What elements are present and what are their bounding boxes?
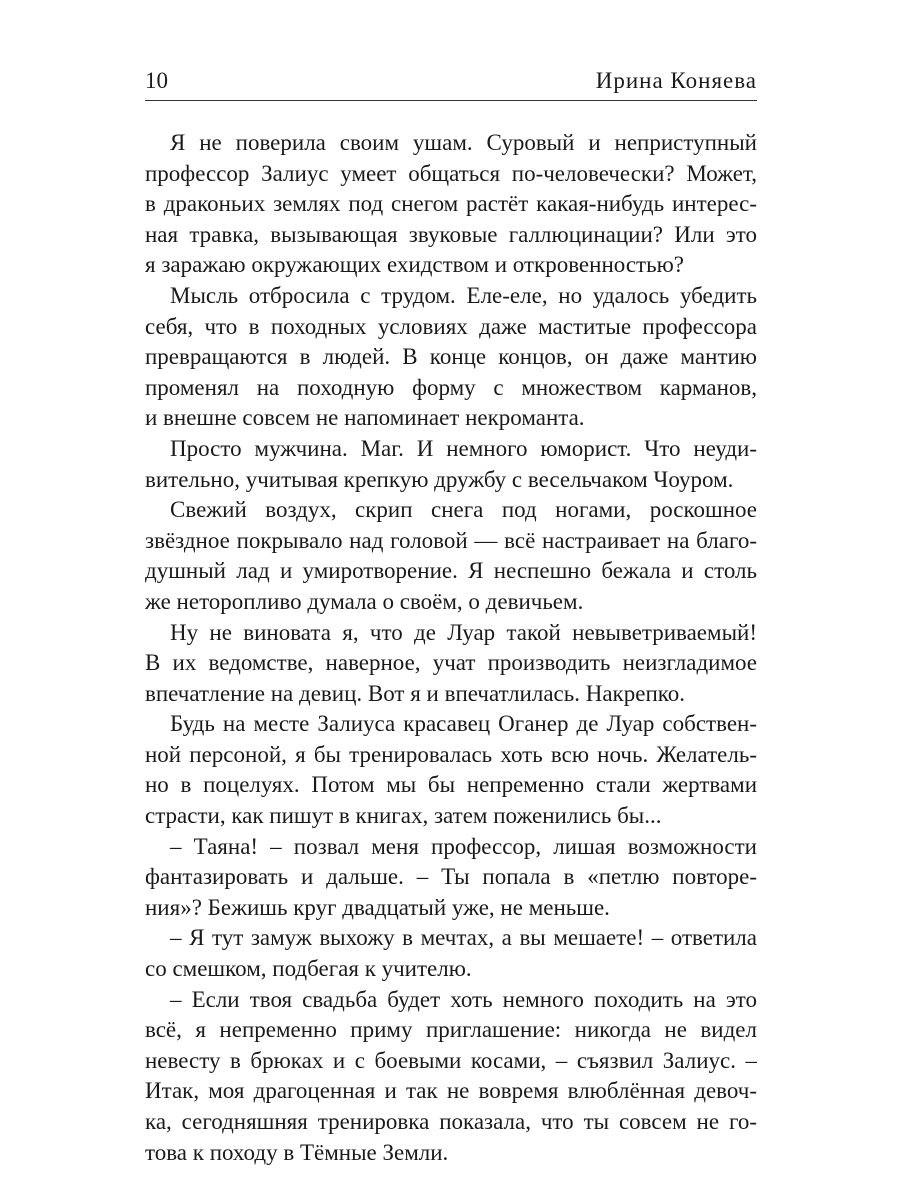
text-line: со смешком, подбегая к учителю.	[145, 956, 472, 982]
text-line: – Если твоя свадьба будет хоть немного походить на это	[170, 986, 757, 1012]
text-line: профессор Залиус умеет общаться по-человечески? Может,	[145, 160, 757, 186]
paragraph	[145, 709, 757, 831]
text-line: ния»? Бежишь круг двадцатый уже, не меньше.	[145, 894, 610, 920]
text-line: и внешне совсем не напоминает некроманта.	[145, 405, 585, 431]
text-line: Просто мужчина. Маг. И немного юморист. Что неуди-	[170, 435, 757, 461]
text-line: страсти, как пишут в книгах, затем поженились бы...	[145, 803, 662, 829]
text-line: превращаются в людей. В конце концов, он даже мантию	[145, 344, 757, 370]
text-line: Итак, моя драгоценная и так не вовремя влюблённая девоч-	[145, 1078, 757, 1104]
paragraph	[145, 495, 757, 617]
text-line: же неторопливо думала о своём, о девичьем.	[145, 588, 584, 614]
text-line: я заражаю окружающих ехидством и откровенностью?	[145, 252, 684, 278]
text-line: ная травка, вызывающая звуковые галлюцинации? Или это	[145, 221, 757, 247]
paragraph	[145, 434, 757, 495]
paragraph	[145, 618, 757, 710]
text-line: Свежий воздух, скрип снега под ногами, роскошное	[170, 497, 757, 523]
text-line: – Таяна! – позвал меня профессор, лишая возможности	[170, 833, 757, 859]
text-line: себя, что в походных условиях даже маститые профессора	[145, 313, 757, 339]
paragraph	[145, 832, 757, 924]
text-line: Мысль отбросила с трудом. Еле-еле, но удалось убедить	[170, 282, 757, 308]
author-name: Ирина Коняева	[595, 68, 757, 93]
text-line: вительно, учитывая крепкую дружбу с весельчаком Чоуром.	[145, 466, 734, 492]
text-line: всё, я непременно приму приглашение: никогда не видел	[145, 1017, 757, 1043]
body-text	[145, 128, 757, 1168]
page-number: 10	[145, 68, 168, 93]
text-line: Ну не виновата я, что де Луар такой невыветриваемый!	[170, 619, 757, 645]
text-line: – Я тут замуж выхожу в мечтах, а вы мешаете! – ответила	[170, 925, 757, 951]
text-line: невесту в брюках и с боевыми косами, – съязвил Залиус. –	[145, 1047, 757, 1073]
paragraph	[145, 923, 757, 984]
text-line: променял на походную форму с множеством карманов,	[145, 374, 757, 400]
text-line: това к походу в Тёмные Земли.	[145, 1139, 449, 1165]
paragraph	[145, 128, 757, 281]
paragraph	[145, 985, 757, 1169]
text-line: ной персоной, я бы тренировалась хоть всю ночь. Желатель-	[145, 741, 757, 767]
text-line: впечатление на девиц. Вот я и впечатлилась. Накрепко.	[145, 680, 686, 706]
text-line: но в поцелуях. Потом мы бы непременно стали жертвами	[145, 772, 757, 798]
text-line: Я не поверила своим ушам. Суровый и неприступный	[170, 130, 757, 155]
text-line: ка, сегодняшняя тренировка показала, что ты совсем не го-	[145, 1109, 757, 1134]
text-line: звёздное покрывало над головой — всё настраивает на благо-	[145, 527, 757, 553]
text-line: Будь на месте Залиуса красавец Оганер де Луар собствен-	[170, 711, 757, 737]
text-line: душный лад и умиротворение. Я неспешно бежала и столь	[145, 558, 757, 584]
paragraph	[145, 281, 757, 434]
text-line: В их ведомстве, наверное, учат производить неизгладимое	[145, 650, 757, 676]
running-header	[145, 62, 757, 101]
text-line: в драконьих землях под снегом растёт какая-нибудь интерес-	[145, 191, 757, 217]
text-line: фантазировать и дальше. – Ты попала в «петлю повторе-	[145, 864, 757, 890]
